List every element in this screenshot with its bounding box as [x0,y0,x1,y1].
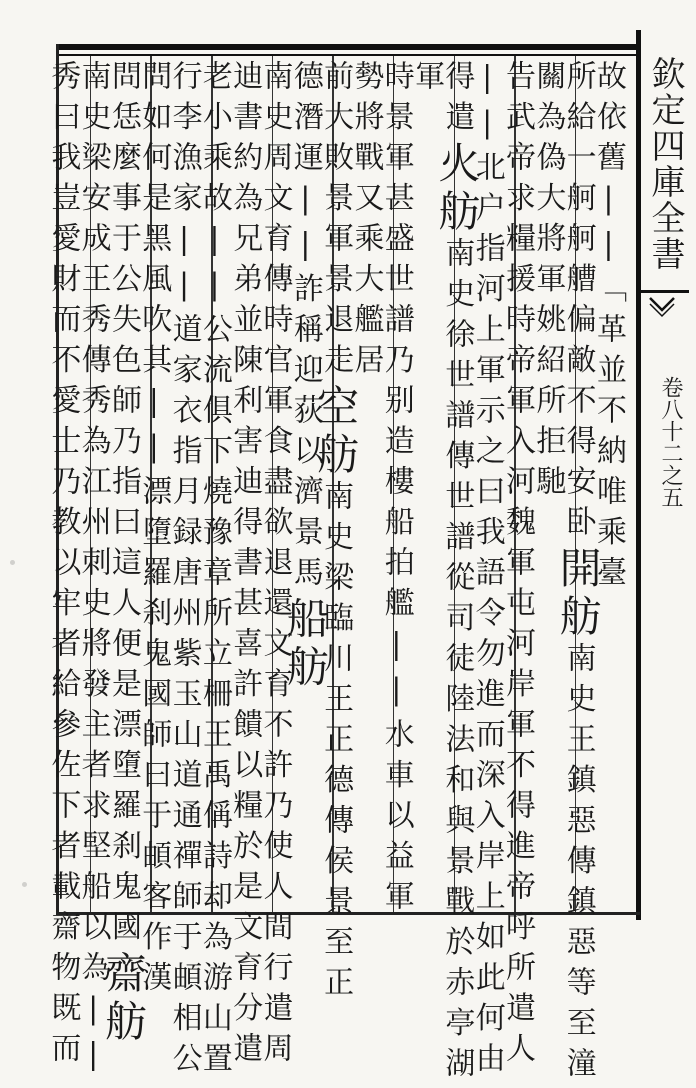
column-text: 行李漁家||道家衣指月録唐州紫玉山道通禪師于頔相公 [166,60,202,1083]
text-column [227,60,270,1073]
text-column [409,60,452,910]
column-text: 時景軍甚盛世譜乃别造樓船拍艦||水車以益軍 [378,60,414,921]
text-column [280,60,331,910]
column-text: ||北户指河上軍示之曰我語令勿進而深入岸上如此何由 [469,60,505,1083]
column-text: 德潛運||詐稱迎荻以濟景馬 [287,60,323,597]
text-column [166,60,209,1083]
fish-tail-icon [648,296,676,324]
text-column [75,60,118,1083]
column-text: 南史梁安成王秀傳秀為江州刺史將發主者求堅船以為|| [75,60,111,1083]
entry-heading: 開舫 [553,546,603,642]
column-text: 南史周文育傳時官軍食盡欲退還文育不許乃使人間行遣周 [257,60,293,1073]
text-column [311,60,361,1007]
text-column [378,60,421,921]
column-text: 軍 [409,60,445,101]
frame-top-inner-border [56,54,636,56]
column-text: 得遣 [439,60,475,141]
column-text: 關為偽大將軍姚紹所拒馳 [530,60,566,506]
entry-heading: 齋舫 [98,951,148,1047]
column-text: 迪書約為兄弟並陳利害迪得書甚喜許饋以糧於是文育分遣 [227,60,263,1073]
column-text: 南史梁臨川王正德傳侯景至正 [318,480,354,1007]
entry-heading: 船舫 [280,596,330,693]
column-text: 故依舊||「革並不納唯乘臺 [590,60,626,597]
text-column [530,60,573,910]
text-column [590,60,634,910]
text-column [136,60,179,1002]
column-text: 南史王鎮惡傳鎮惡等至潼 [560,642,596,1088]
column-text: 告武帝求糧援時帝軍入河魏軍屯河岸軍不得進帝呼所遣人 [500,60,536,1073]
margin-juan-number: 卷八十二之五 [658,376,683,508]
column-text: 秀曰我豈愛財而不愛士乃教以牢者給參佐下者載齋物既而 [45,60,81,1073]
column-text: 問如何是黑風吹其||漂墮羅刹鬼國師曰于頔客作漢 [136,60,172,1002]
column-text: 老小乘故||公流俱下燒豫章所立柵王禹偁詩却為游山置 [196,60,232,1083]
fish-tail-divider [641,290,689,293]
margin-title: 欽定四庫全書 [645,56,685,272]
entry-heading: 火舫 [432,141,482,237]
text-column [45,60,88,1073]
text-column [196,60,240,1083]
entry-heading: 空舫 [311,384,361,480]
text-column [98,60,149,1047]
text-column [469,60,512,1083]
text-column [432,60,482,1088]
ink-speck [22,882,27,887]
ink-speck [10,560,15,565]
text-column [500,60,543,1073]
column-text: 問恁麼事于公失色師乃指曰這人便是漂墮羅刹鬼國 [105,60,141,951]
column-text: 勢將戰又乘大艦居 [348,60,384,384]
column-text: 南史徐世譜傳世譜從司徒陸法和與景戰於赤亭湖 [439,237,475,1088]
text-column [553,60,603,1088]
column-text: 所給一舸舸艚偏敵不得安卧 [560,60,596,546]
text-column [257,60,300,1073]
column-text: 前大敗景軍景退走 [318,60,354,384]
frame-top-border [56,44,636,50]
text-column [348,60,391,910]
